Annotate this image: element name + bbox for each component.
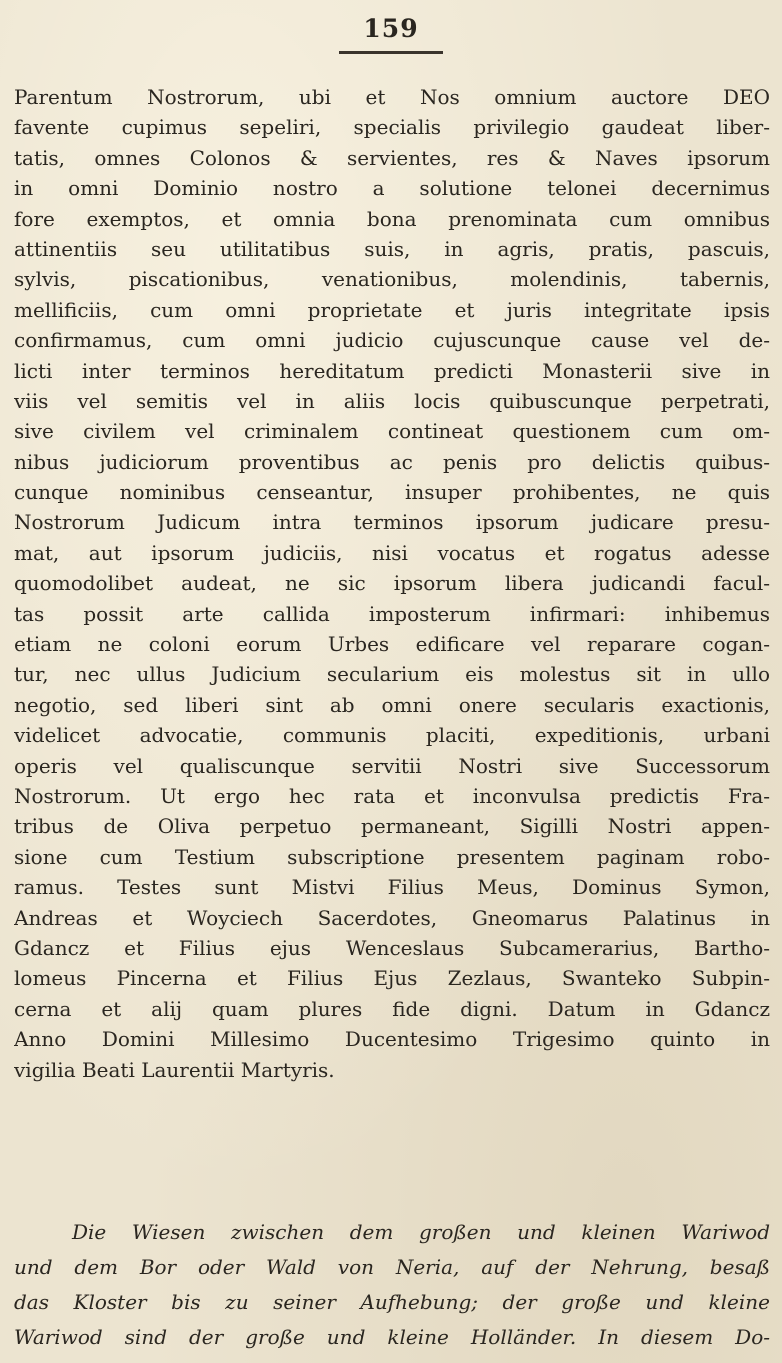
text-line: etiam ne coloni eorum Urbes edificare vel reparare cogan- — [14, 632, 770, 657]
text-line: nibus judiciorum proventibus ac penis pro delictis quibus- — [14, 449, 770, 474]
text-line: fore exemptos, et omnia bona prenominata cum omnibus — [14, 206, 770, 231]
text-line: sive civilem vel criminalem contineat questionem cum om- — [14, 419, 770, 444]
text-line: das Kloster bis zu seiner Aufhebung; der große und kleine — [14, 1290, 770, 1314]
text-line: in omni Dominio nostro a solutione telonei decernimus — [14, 176, 770, 201]
text-line: und dem Bor oder Wald von Neria, auf der Nehrung, besaß — [14, 1255, 770, 1279]
text-line: ramus. Testes sunt Mistvi Filius Meus, Dominus Symon, — [14, 875, 770, 900]
text-line: negotio, sed liberi sint ab omni onere secularis exactionis, — [14, 692, 770, 717]
latin-charter-text — [14, 82, 770, 1085]
text-line: attinentiis seu utilitatibus suis, in agris, pratis, pascuis, — [14, 236, 770, 261]
text-line: Nostrorum. Ut ergo hec rata et inconvulsa predictis Fra- — [14, 783, 770, 808]
header-rule — [339, 51, 443, 54]
text-line: cunque nominibus censeantur, insuper prohibentes, ne quis — [14, 480, 770, 505]
text-line: confirmamus, cum omni judicio cujuscunque cause vel de- — [14, 328, 770, 353]
text-line: operis vel qualiscunque servitii Nostri sive Successorum — [14, 753, 770, 778]
german-paragraph — [14, 1215, 770, 1355]
text-line: Gdancz et Filius ejus Wenceslaus Subcamerarius, Bartho- — [14, 935, 770, 960]
text-line: quomodolibet audeat, ne sic ipsorum libera judicandi facul- — [14, 571, 770, 596]
text-line: mat, aut ipsorum judiciis, nisi vocatus et rogatus adesse — [14, 540, 770, 565]
text-line: lomeus Pincerna et Filius Ejus Zezlaus, Swanteko Subpin- — [14, 966, 770, 991]
text-line: cerna et alij quam plures fide digni. Datum in Gdancz — [14, 996, 770, 1021]
text-line: Anno Domini Millesimo Ducentesimo Trigesimo quinto in — [14, 1027, 770, 1052]
text-line: tribus de Oliva perpetuo permaneant, Sigilli Nostri appen- — [14, 814, 770, 839]
text-line: sione cum Testium subscriptione presentem paginam robo- — [14, 844, 770, 869]
text-line: licti inter terminos hereditatum predicti Monasterii sive in — [14, 358, 770, 383]
text-line: Wariwod sind der große und kleine Holländer. In diesem Do- — [14, 1325, 770, 1349]
text-line: sylvis, piscationibus, venationibus, molendinis, tabernis, — [14, 267, 770, 292]
text-line: Die Wiesen zwischen dem großen und kleinen Wariwod — [72, 1220, 770, 1244]
text-line: favente cupimus sepeliri, specialis privilegio gaudeat liber- — [14, 115, 770, 140]
text-line: Andreas et Woyciech Sacerdotes, Gneomarus Palatinus in — [14, 905, 770, 930]
text-line: vigilia Beati Laurentii Martyris. — [14, 1057, 335, 1082]
text-line: mellificiis, cum omni proprietate et juris integritate ipsis — [14, 297, 770, 322]
text-line: tur, nec ullus Judicium secularium eis molestus sit in ullo — [14, 662, 770, 687]
text-line: videlicet advocatie, communis placiti, expeditionis, urbani — [14, 723, 770, 748]
text-line: tas possit arte callida imposterum infirmari: inhibemus — [14, 601, 770, 626]
text-line: viis vel semitis vel in aliis locis quibuscunque perpetrati, — [14, 388, 770, 413]
text-line: Nostrorum Judicum intra terminos ipsorum judicare presu- — [14, 510, 770, 535]
text-line: tatis, omnes Colonos & servientes, res & Naves ipsorum — [14, 145, 770, 170]
text-line: Parentum Nostrorum, ubi et Nos omnium auctore DEO — [14, 85, 770, 109]
page-number: 159 — [363, 14, 419, 43]
